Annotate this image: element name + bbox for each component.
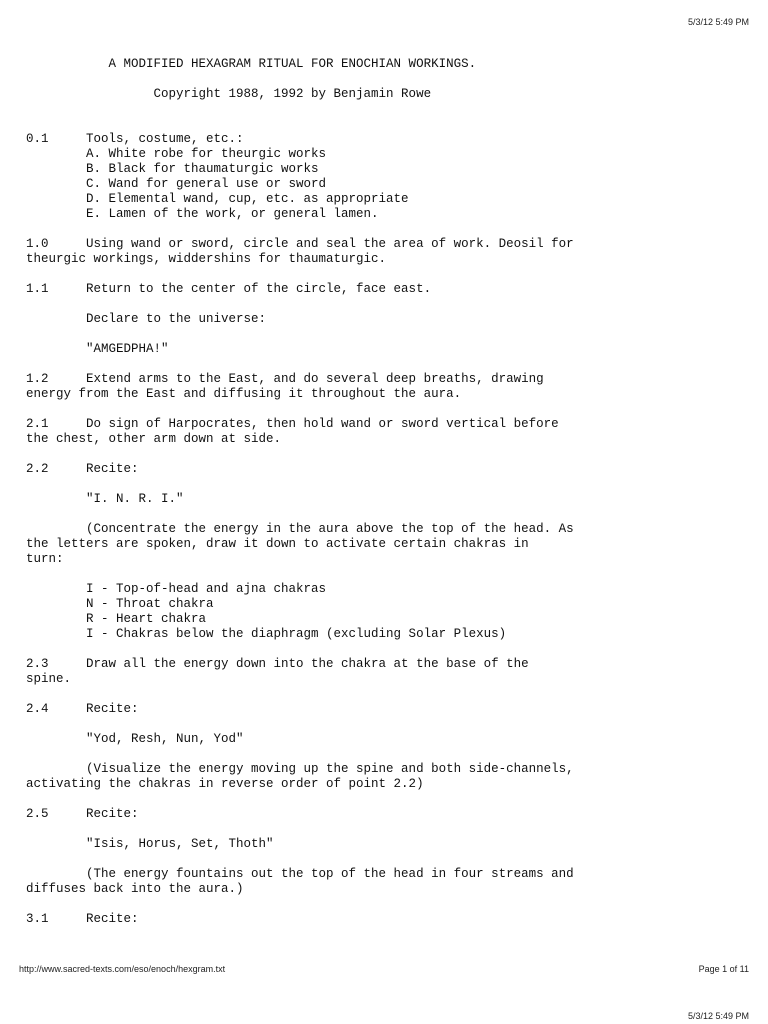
- footer-source-url: http://www.sacred-texts.com/eso/enoch/hexgram.txt: [19, 964, 226, 974]
- document-line: [26, 357, 746, 372]
- document-line: I - Top-of-head and ajna chakras: [26, 582, 327, 596]
- document-body: [26, 57, 746, 927]
- document-line: [26, 102, 746, 117]
- document-line: energy from the East and diffusing it throughout the aura.: [26, 387, 462, 401]
- document-line: 1.2 Extend arms to the East, and do several deep breaths, drawing: [26, 372, 544, 386]
- document-line: 2.2 Recite:: [26, 462, 139, 476]
- document-line: [26, 897, 746, 912]
- document-line: diffuses back into the aura.): [26, 882, 244, 896]
- document-line: 1.1 Return to the center of the circle, face east.: [26, 282, 432, 296]
- document-line: B. Black for thaumaturgic works: [26, 162, 319, 176]
- document-line: N - Throat chakra: [26, 597, 214, 611]
- document-line: (Concentrate the energy in the aura above the top of the head. As: [26, 522, 574, 536]
- document-line: [26, 447, 746, 462]
- print-timestamp-bottom: 5/3/12 5:49 PM: [687, 1011, 749, 1021]
- document-line: the letters are spoken, draw it down to activate certain chakras in: [26, 537, 529, 551]
- document-line: theurgic workings, widdershins for thaumaturgic.: [26, 252, 387, 266]
- document-line: 0.1 Tools, costume, etc.:: [26, 132, 244, 146]
- document-line: [26, 477, 746, 492]
- document-line: [26, 72, 746, 87]
- document-line: "Isis, Horus, Set, Thoth": [26, 837, 274, 851]
- document-line: [26, 117, 746, 132]
- footer-page-number: Page 1 of 11: [698, 964, 749, 974]
- document-line: [26, 642, 746, 657]
- document-line: [26, 402, 746, 417]
- document-line: [26, 822, 746, 837]
- document-line: [26, 747, 746, 762]
- document-line: (Visualize the energy moving up the spine and both side-channels,: [26, 762, 574, 776]
- document-line: [26, 687, 746, 702]
- document-line: activating the chakras in reverse order of point 2.2): [26, 777, 424, 791]
- document-line: A. White robe for theurgic works: [26, 147, 327, 161]
- document-line: E. Lamen of the work, or general lamen.: [26, 207, 379, 221]
- document-line: [26, 297, 746, 312]
- document-line: turn:: [26, 552, 64, 566]
- document-line: C. Wand for general use or sword: [26, 177, 327, 191]
- print-timestamp-top: 5/3/12 5:49 PM: [687, 17, 749, 27]
- document-line: 2.1 Do sign of Harpocrates, then hold wand or sword vertical before: [26, 417, 559, 431]
- document-line: [26, 267, 746, 282]
- document-line: spine.: [26, 672, 72, 686]
- document-line: [26, 327, 746, 342]
- document-line: 2.4 Recite:: [26, 702, 139, 716]
- document-line: Copyright 1988, 1992 by Benjamin Rowe: [26, 87, 432, 101]
- document-line: [26, 567, 746, 582]
- document-line: (The energy fountains out the top of the head in four streams and: [26, 867, 574, 881]
- document-line: "Yod, Resh, Nun, Yod": [26, 732, 244, 746]
- document-line: 3.1 Recite:: [26, 912, 139, 926]
- document-line: 1.0 Using wand or sword, circle and seal the area of work. Deosil for: [26, 237, 574, 251]
- document-line: I - Chakras below the diaphragm (excluding Solar Plexus): [26, 627, 507, 641]
- document-line: Declare to the universe:: [26, 312, 267, 326]
- document-line: A MODIFIED HEXAGRAM RITUAL FOR ENOCHIAN WORKINGS.: [26, 57, 477, 71]
- document-line: [26, 792, 746, 807]
- document-line: [26, 222, 746, 237]
- document-line: "AMGEDPHA!": [26, 342, 169, 356]
- document-line: the chest, other arm down at side.: [26, 432, 282, 446]
- document-line: R - Heart chakra: [26, 612, 207, 626]
- document-line: D. Elemental wand, cup, etc. as appropriate: [26, 192, 409, 206]
- document-line: 2.3 Draw all the energy down into the chakra at the base of the: [26, 657, 529, 671]
- document-line: [26, 507, 746, 522]
- document-line: [26, 717, 746, 732]
- document-line: [26, 852, 746, 867]
- document-line: 2.5 Recite:: [26, 807, 139, 821]
- document-line: "I. N. R. I.": [26, 492, 184, 506]
